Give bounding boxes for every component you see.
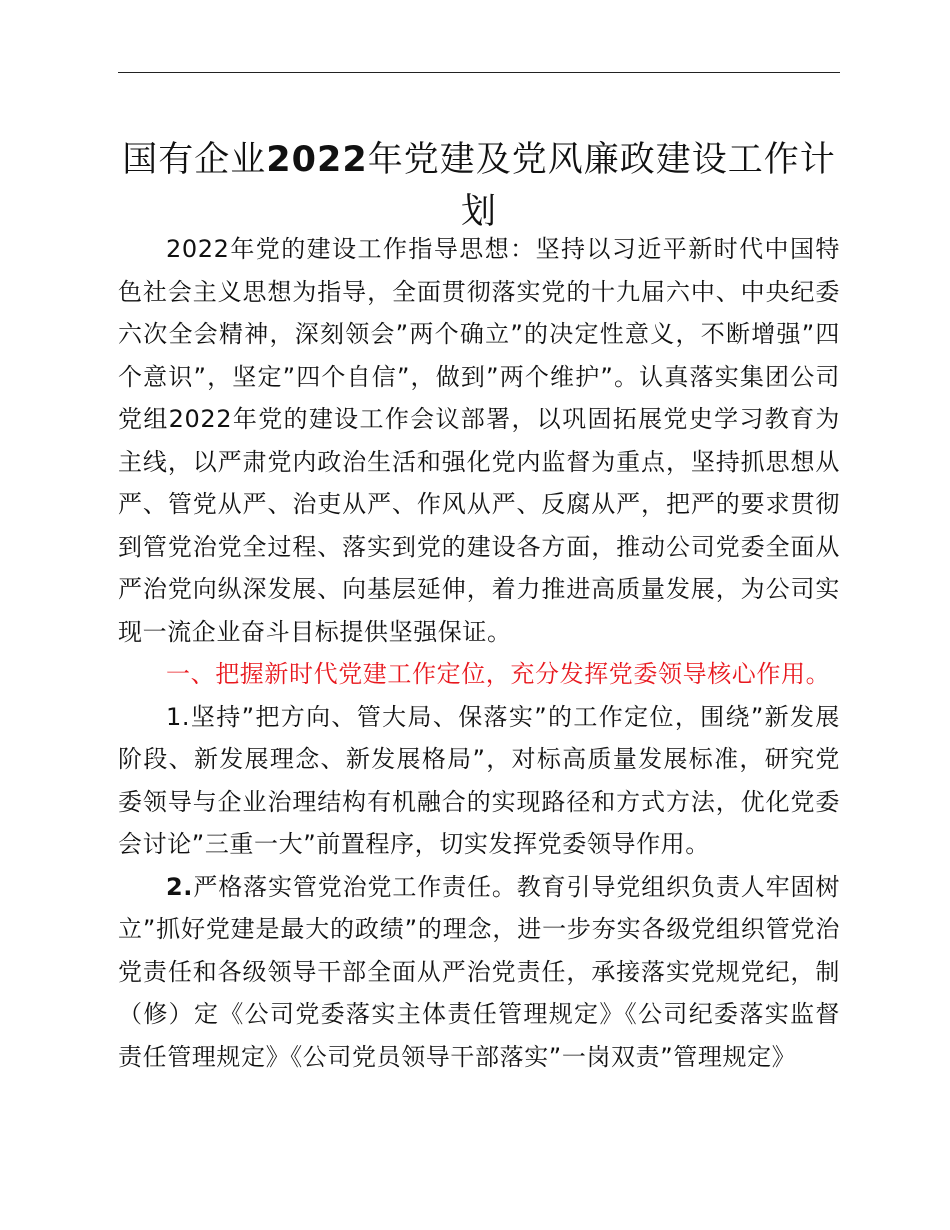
item-2-number: 2. <box>166 872 194 901</box>
section-heading-1: 一、把握新时代党建工作定位，充分发挥党委领导核心作用。 <box>166 660 831 688</box>
header-rule <box>118 72 840 73</box>
item-2-text: 严格落实管党治党工作责任。教育引导党组织负责人牢固树立”抓好党建是最大的政绩”的理念，进一步夯实各级党组织管党治党责任和各级领导干部全面从严治党责任，承接落实党规党纪，制（修）定《公司党委落实主体责任管理规定》《公司纪委落实监督责任管理规定》《公司党员领导干部落实”一岗双责”管理规定》 <box>118 872 840 1071</box>
item-2-paragraph <box>118 866 840 1079</box>
title-part1: 国有企业 <box>122 140 267 180</box>
item-1-paragraph: 1.坚持”把方向、管大局、保落实”的工作定位，围绕”新发展阶段、新发展理念、新发展格局”，对标高质量发展标准，研究党委领导与企业治理结构有机融合的实现路径和方式方法，优化党委会讨论”三重一大”前置程序，切实发挥党委领导作用。 <box>118 702 840 858</box>
document-body <box>118 228 840 1078</box>
intro-paragraph: 2022年党的建设工作指导思想：坚持以习近平新时代中国特色社会主义思想为指导，全面贯彻落实党的十九届六中、中央纪委六次全会精神，深刻领会”两个确立”的决定性意义，不断增强”四个意识”，坚定”四个自信”，做到”两个维护”。认真落实集团公司党组2022年党的建设工作会议部署，以巩固拓展党史学习教育为主线，以严肃党内政治生活和强化党内监督为重点，坚持抓思想从严、管党从严、治吏从严、作风从严、反腐从严，把严的要求贯彻到管党治党全过程、落实到党的建设各方面，推动公司党委全面从严治党向纵深发展、向基层延伸，着力推进高质量发展，为公司实现一流企业奋斗目标提供坚强保证。 <box>118 235 840 646</box>
title-part2: 年党建及党风廉政建设工作计划 <box>367 140 836 232</box>
document-title <box>118 134 840 238</box>
title-year: 2022 <box>266 140 368 180</box>
